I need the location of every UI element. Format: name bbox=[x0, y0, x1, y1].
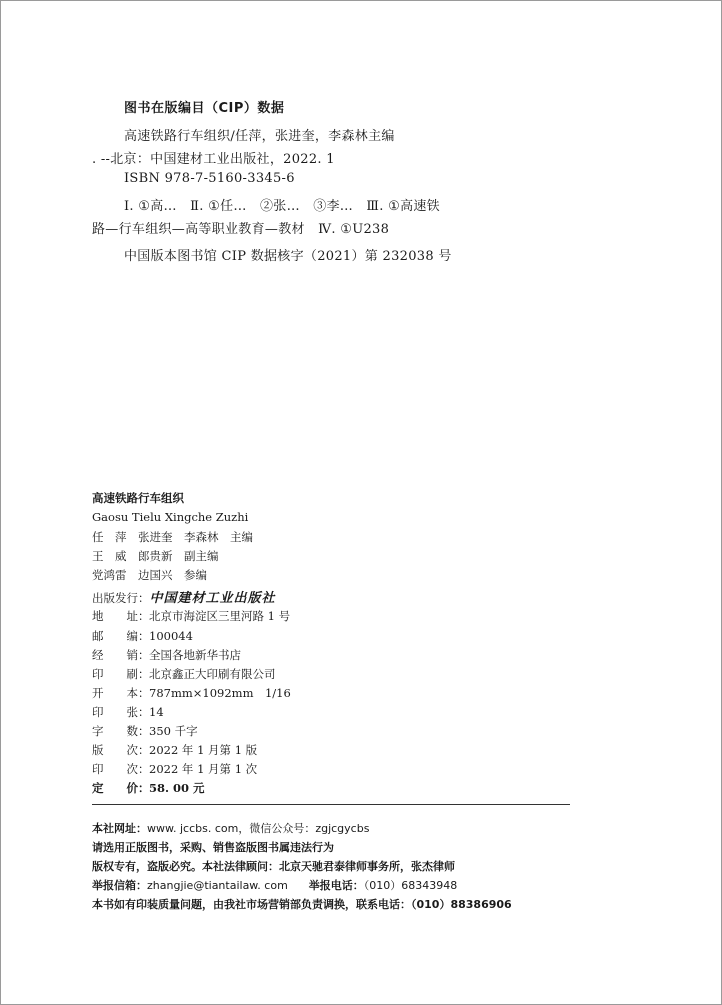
website-value: www. jccbs. com，微信公众号：zgjcgycbs bbox=[147, 822, 370, 835]
cip-classification: Ⅰ. ①高… Ⅱ. ①任… ②张… ③李… Ⅲ. ①高速铁 bbox=[124, 199, 440, 214]
pub-info-label: 定 价： bbox=[92, 781, 150, 795]
legit-notice: 请选用正版图书，采购、销售盗版图书属违法行为 bbox=[92, 841, 334, 854]
report-mail-value: zhangjie@tiantailaw. com bbox=[147, 879, 288, 892]
report-line bbox=[92, 877, 457, 893]
pub-info-label: 开 本： bbox=[92, 686, 150, 700]
cip-title: 图书在版编目（CIP）数据 bbox=[124, 101, 285, 116]
pub-info-value: 787mm×1092mm 1/16 bbox=[149, 686, 291, 700]
quality-notice: 本书如有印装质量问题，由我社市场营销部负责调换，联系电话：（010）88386906 bbox=[92, 898, 512, 911]
legal-counsel: 本社法律顾问：北京天驰君泰律师事务所，张杰律师 bbox=[202, 860, 455, 873]
pub-info-value: 14 bbox=[149, 705, 164, 719]
pub-info-value: 2022 年 1 月第 1 版 bbox=[149, 743, 258, 757]
pub-info-row bbox=[92, 666, 276, 682]
pub-info-label: 版 次： bbox=[92, 743, 150, 757]
pub-info-row bbox=[92, 685, 291, 701]
pub-info-label: 地 址： bbox=[92, 609, 150, 623]
pub-info-row bbox=[92, 742, 257, 758]
pub-info-label: 邮 编： bbox=[92, 629, 150, 643]
pub-info-row bbox=[92, 608, 290, 624]
pub-info-row bbox=[92, 761, 257, 777]
pub-info-row bbox=[92, 647, 241, 663]
pub-info-label: 字 数： bbox=[92, 724, 150, 738]
cip-entry-line: . --北京：中国建材工业出版社，2022. 1 bbox=[92, 152, 335, 167]
price-row bbox=[92, 780, 205, 796]
pub-info-label: 印 次： bbox=[92, 762, 150, 776]
editors-line: 党鸿雷 边国兴 参编 bbox=[92, 568, 207, 582]
report-mail-label: 举报信箱： bbox=[92, 879, 147, 892]
copyright-line bbox=[92, 858, 455, 874]
website-line bbox=[92, 820, 369, 836]
cip-isbn: ISBN 978-7-5160-3345-6 bbox=[124, 171, 295, 186]
pub-info-value: 全国各地新华书店 bbox=[149, 648, 241, 662]
editors-line: 任 萍 张进奎 李森林 主编 bbox=[92, 530, 253, 544]
book-title-pinyin: Gaosu Tielu Xingche Zuzhi bbox=[92, 510, 249, 524]
cip-classification-cont: 路—行车组织—高等职业教育—教材 Ⅳ. ①U238 bbox=[92, 222, 390, 237]
pub-info-row bbox=[92, 628, 193, 644]
publisher-logo: 中国建材工业出版社 bbox=[149, 591, 276, 606]
pub-info-value: 100044 bbox=[149, 629, 193, 643]
pub-info-value: 2022 年 1 月第 1 次 bbox=[149, 762, 258, 776]
publisher-label: 出版发行： bbox=[92, 591, 150, 605]
pub-info-value: 北京市海淀区三里河路 1 号 bbox=[149, 609, 291, 623]
pub-info-label: 印 张： bbox=[92, 705, 150, 719]
cip-record-number: 中国版本图书馆 CIP 数据核字（2021）第 232038 号 bbox=[124, 249, 452, 264]
website-label: 本社网址： bbox=[92, 822, 147, 835]
publisher-row bbox=[92, 587, 276, 606]
copyright-bold: 版权专有，盗版必究。 bbox=[92, 860, 202, 873]
pub-info-label: 印 刷： bbox=[92, 667, 150, 681]
report-phone-value: （010）68343948 bbox=[363, 879, 458, 892]
pub-info-value: 350 千字 bbox=[149, 724, 198, 738]
pub-info-label: 经 销： bbox=[92, 648, 150, 662]
pub-info-row bbox=[92, 723, 198, 739]
pub-info-value: 北京鑫正大印刷有限公司 bbox=[149, 667, 276, 681]
book-title: 高速铁路行车组织 bbox=[92, 491, 184, 505]
price-value: 58. 00 元 bbox=[149, 781, 205, 795]
cip-entry-line: 高速铁路行车组织/任萍，张进奎，李森林主编 bbox=[124, 129, 395, 144]
report-phone-label: 举报电话： bbox=[308, 879, 364, 892]
editors-line: 王 威 郎贵新 副主编 bbox=[92, 549, 219, 563]
divider-line bbox=[92, 804, 570, 805]
pub-info-row bbox=[92, 704, 164, 720]
